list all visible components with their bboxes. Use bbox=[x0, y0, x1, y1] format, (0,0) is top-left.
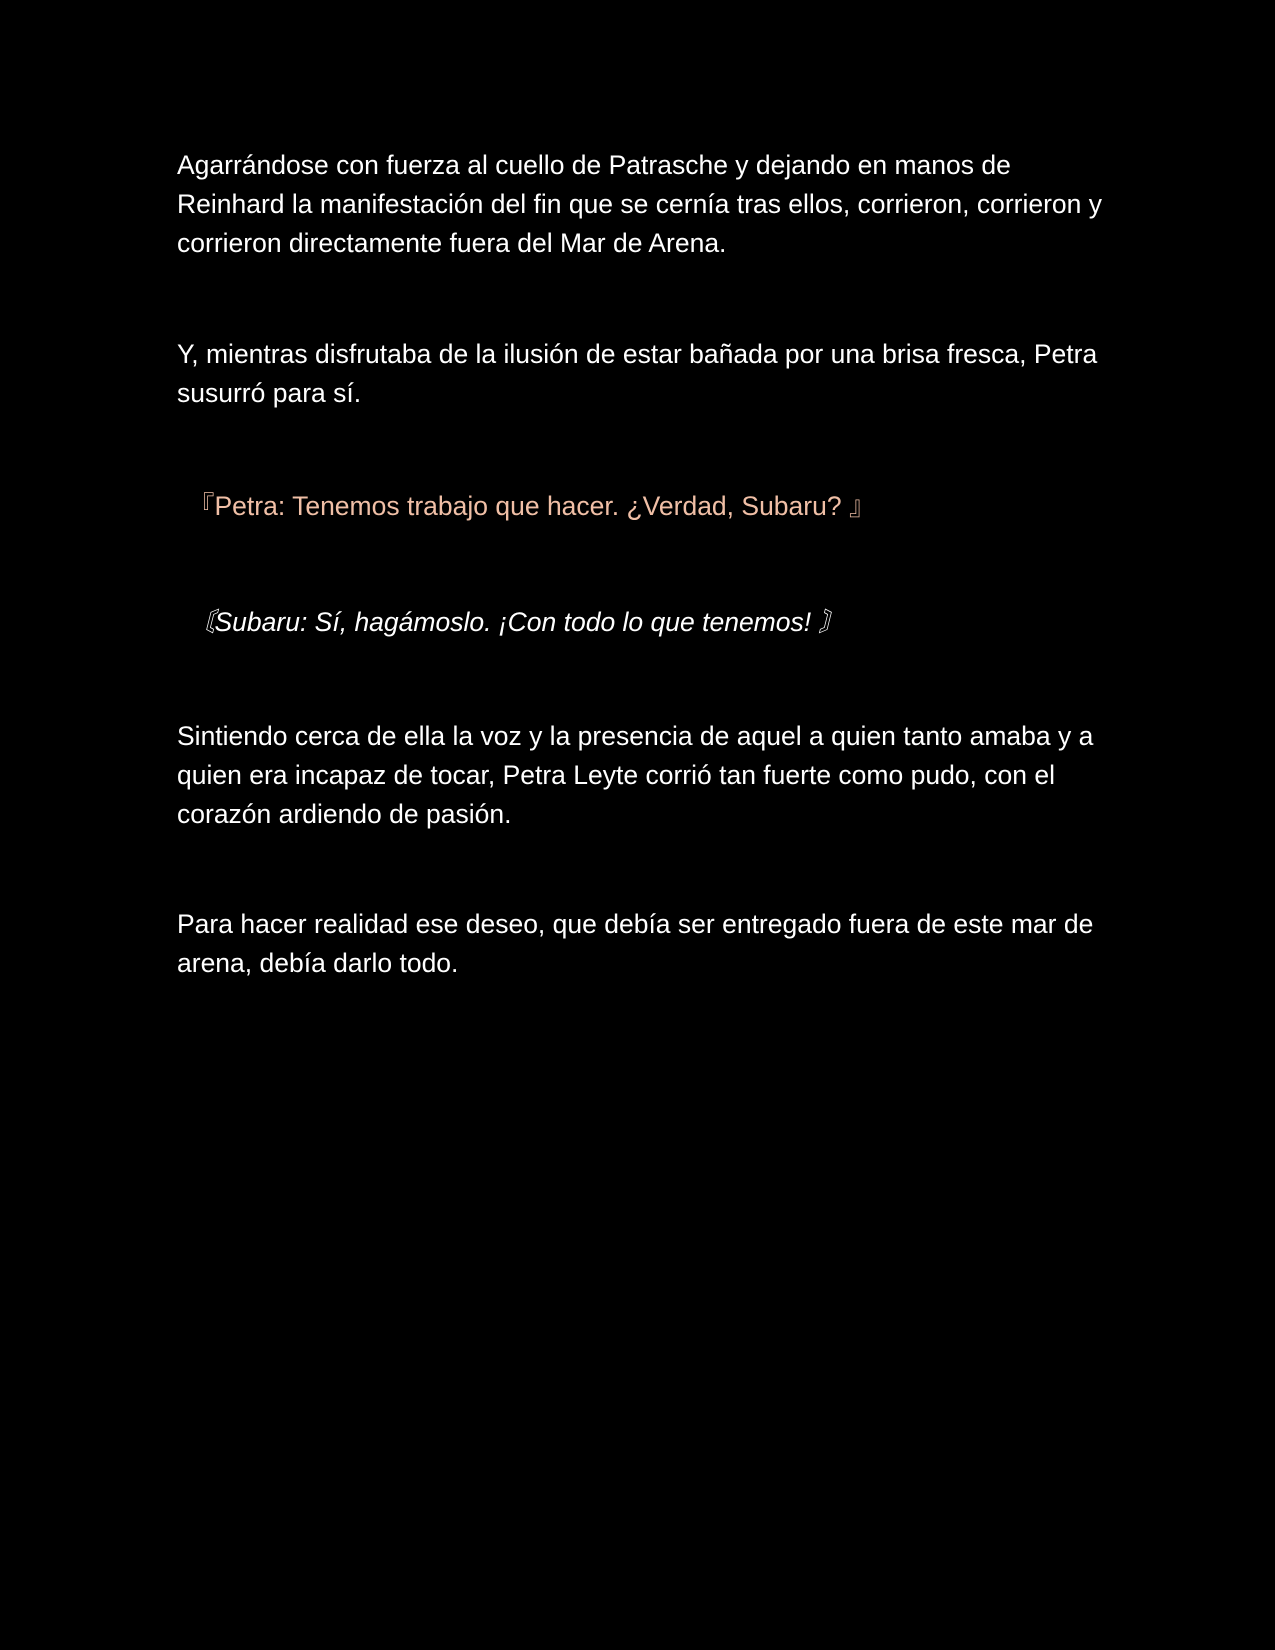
narration-paragraph-4: Para hacer realidad ese deseo, que debía ser entregado fuera de este mar de arena, debía darlo todo. bbox=[177, 909, 1094, 978]
subaru-dialogue: 〘Subaru: Sí, hagámoslo. ¡Con todo lo que tenemos! 〙 bbox=[188, 607, 845, 637]
narration-paragraph-1: Agarrándose con fuerza al cuello de Patrasche y dejando en manos de Reinhard la manifestación del fin que se cernía tras ellos, corrieron, corrieron y corrieron directamente fuera del Mar de Arena. bbox=[177, 150, 1103, 258]
narration-paragraph-2: Y, mientras disfrutaba de la ilusión de estar bañada por una brisa fresca, Petra susurró para sí. bbox=[177, 339, 1098, 408]
narration-paragraph-3: Sintiendo cerca de ella la voz y la presencia de aquel a quien tanto amaba y a quien era incapaz de tocar, Petra Leyte corrió tan fuerte como pudo, con el corazón ardiendo de pasión. bbox=[177, 721, 1094, 829]
petra-dialogue: 『Petra: Tenemos trabajo que hacer. ¿Verdad, Subaru? 』 bbox=[188, 491, 876, 521]
